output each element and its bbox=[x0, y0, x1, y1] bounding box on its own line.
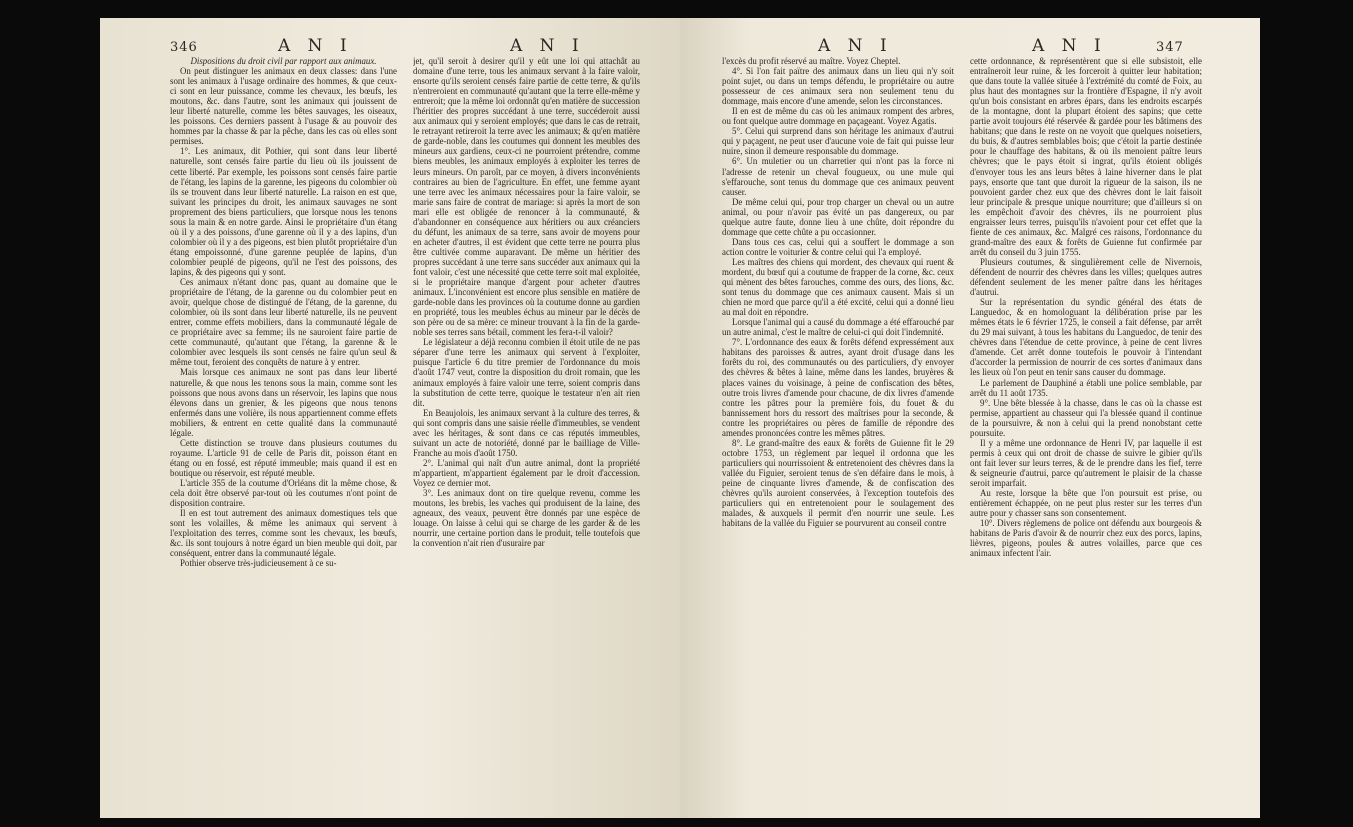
left-page bbox=[100, 18, 680, 818]
right-running-head bbox=[680, 28, 1260, 58]
paragraph: Lorsque l'animal qui a causé du dommage a été effarouché par un autre animal, c'est le maître de celui-ci qui doit l'indemnité. bbox=[722, 317, 954, 338]
paragraph: 8°. Le grand-maître des eaux & forêts de Guienne fit le 29 octobre 1753, un règlement par lequel il ordonna que les particuliers qui nourrissoient & entretenoient des chèvres dans la vallée du Figuier, seroient tenus de s'en défaire dans le mois, à peine de cinquante livres d'amende, & de confiscation des chèvres qu'ils auroient conservées, à l'exception toutefois des particuliers qui en entretenoient pour le soulagement des malades, & auxquels il permit d'en nourrir une seule. Les habitans de la vallée du Figuier se pourvurent au conseil contre bbox=[722, 437, 954, 529]
paragraph: Cette distinction se trouve dans plusieurs coutumes du royaume. L'article 91 de celle de Paris dit, poisson étant en étang ou en fossé, est réputé immeuble; mais quand il est en boutique ou réservoir, est réputé meuble. bbox=[170, 437, 397, 478]
paragraph: 2°. L'animal qui naît d'un autre animal, dont la propriété m'appartient, m'appartient également par le droit d'accession. Voyez ce dernier mot. bbox=[413, 457, 640, 488]
left-page-number: 346 bbox=[170, 40, 198, 55]
paragraph: Il y a même une ordonnance de Henri IV, par laquelle il est permis à ceux qui ont droit de chasse de suivre le gibier qu'ils ont fait lever sur leurs terres, & de le prendre dans les fief, terre & seigneurie d'autrui, parce qu'autrement le plaisir de la chasse seroit imparfait. bbox=[970, 437, 1202, 488]
paragraph: l'excès du profit réservé au maître. Voyez Cheptel. bbox=[722, 56, 901, 66]
right-page-columns bbox=[722, 56, 1202, 806]
right-column-1 bbox=[722, 56, 954, 806]
paragraph: Mais lorsque ces animaux ne sont pas dans leur liberté naturelle, & que nous les tenons sous la main, comme sont les poissons que nous avons dans un réservoir, les lapins que nous élevons dans un grenier, & les pigeons que nous tenons enfermés dans une volière, ils nous appartiennent comme effets mobiliers, & entrent en cette qualité dans la communauté légale. bbox=[170, 367, 397, 438]
paragraph: 7°. L'ordonnance des eaux & forêts défend expressément aux habitans des paroisses & autres, ayant droit d'usage dans les forêts du roi, des communautés ou des particuliers, d'y envoyer des chèvres & bêtes à laine, même dans les landes, bruyères & places vaines du voisinage, à peine de confiscation des bêtes, outre trois livres d'amende pour chacune, de dix livres d'amende contre les pâtres pour la première fois, du fouet & du bannissement hors du ressort des maîtrises pour la seconde, & contre les propriétaires ou pères de famille de répondre des amendes prononcées contre les mêmes pâtres. bbox=[722, 337, 954, 438]
paragraph: 9°. Une bête blessée à la chasse, dans le cas où la chasse est permise, appartient au chasseur qui l'a blessée quand il continue de la poursuivre, & non à celui qui la prend nonobstant cette poursuite. bbox=[970, 397, 1202, 438]
left-running-head-left: A N I bbox=[278, 36, 353, 56]
right-running-head-right: A N I bbox=[1032, 36, 1107, 56]
paragraph: On peut distinguer les animaux en deux classes: dans l'une sont les animaux à l'usage ordinaire des hommes, & que ceux-ci sont en leur puissance, comme les chevaux, les bœufs, les moutons, &c. dans l'autre, sont les animaux qui jouissent de leur liberté naturelle, comme les bêtes sauvages, les oiseaux, les poissons. Ces derniers passent à l'usage & au pouvoir des hommes par la chasse & par la pêche, dans les cas où elles sont permises. bbox=[170, 66, 397, 147]
paragraph: Le législateur a déjà reconnu combien il étoit utile de ne pas séparer d'une terre les animaux qui servent à l'exploiter, puisque l'article 6 du titre premier de l'ordonnance du mois d'août 1747 veut, contre la disposition du droit romain, que les animaux employés à faire valoir une terre, soient compris dans la substitution de cette terre, quoique le testateur n'en ait rien dit. bbox=[413, 337, 640, 408]
paragraph: Sur la représentation du syndic général des états de Languedoc, & en homologuant la délibération prise par les mêmes états le 6 février 1725, le conseil a fait défense, par arrêt du 29 mai suivant, à tous les habitans du Languedoc, de tenir des chèvres dans l'étendue de cette province, à peine de cent livres d'amende. Cet arrêt donne toutefois le pouvoir à l'intendant d'accorder la permission de nourrir de ces sortes d'animaux dans les lieux où l'on peut en tenir sans causer du dommage. bbox=[970, 297, 1202, 378]
paragraph: Pothier observe très-judicieusement à ce su- bbox=[180, 558, 337, 569]
left-column-1 bbox=[170, 56, 397, 806]
paragraph: Au reste, lorsque la bête que l'on poursuit est prise, ou entièrement échappée, on ne peut plus rester sur les terres d'un autre pour y chasser sans son consentement. bbox=[970, 488, 1202, 519]
paragraph: Le parlement de Dauphiné a établi une police semblable, par arrêt du 11 août 1735. bbox=[970, 377, 1202, 398]
paragraph: 3°. Les animaux dont on tire quelque revenu, comme les moutons, les brebis, les vaches qui produisent de la laine, des agneaux, des veaux, peuvent être donnés par une espèce de louage. On laisse à celui qui se charge de les garder & de les nourrir, une certaine portion dans le produit, telle toutefois que la convention n'ait rien d'usuraire par bbox=[413, 488, 640, 549]
right-running-head-left: A N I bbox=[818, 36, 893, 56]
left-running-head-right: A N I bbox=[510, 36, 585, 56]
paragraph: Dans tous ces cas, celui qui a souffert le dommage a son action contre le voiturier & contre celui qui l'a employé. bbox=[722, 236, 954, 257]
paragraph: 4°. Si l'on fait païtre des animaux dans un lieu qui n'y soit point sujet, ou dans un temps défendu, le propriétaire ou autre possesseur de ces animaux sera non seulement tenu du dommage, mais encore d'une amende, selon les circonstances. bbox=[722, 66, 954, 107]
right-page-number: 347 bbox=[1156, 40, 1184, 55]
paragraph: Ces animaux n'étant donc pas, quant au domaine que le propriétaire de l'étang, de la garenne ou du colombier peut en avoir, quelque chose de distingué de l'étang, de la garenne, du colombier, où ils sont dans leur liberté naturelle, ils ne peuvent entrer, comme effets mobiliers, dans la communauté légale de ce propriétaire avec sa femme; ils ne sauroient faire partie de cette communauté, qu'autant que l'étang, la garenne & le colombier avec lesquels ils sont censés ne faire qu'un seul & même tout, feroient des conquêts de nature à y entrer. bbox=[170, 277, 397, 368]
paragraph: Il en est tout autrement des animaux domestiques tels que sont les volailles, & même les animaux qui servent à l'exploitation des terres, comme sont les chevaux, les bœufs, &c. ils sont toujours à notre égard un bien meuble qui doit, par conséquent, entrer dans la communauté légale. bbox=[170, 508, 397, 559]
paragraph: De même celui qui, pour trop charger un cheval ou un autre animal, ou pour n'avoir pas évité un pas dangereux, ou par quelque autre faute, donne lieu à une chûte, doit répondre du dommage que cette chûte a pu occasionner. bbox=[722, 196, 954, 237]
right-page bbox=[680, 18, 1260, 818]
paragraph: 1°. Les animaux, dit Pothier, qui sont dans leur liberté naturelle, sont censés faire partie du lieu où ils jouissent de cette liberté. Par exemple, les poissons sont censés faire partie de l'étang, les lapins de la garenne, les pigeons du colombier où ils se trouvent dans leur liberté naturelle. La raison en est que, suivant les principes du droit, les animaux sauvages ne sont proprement des biens particuliers, que lorsque nous les tenons sous la main & en notre garde. Ainsi le propriétaire d'un étang où il y a des poissons, d'une garenne où il y a des lapins, d'un colombier où il y a des pigeons, est bien plutôt propriétaire d'un étang empoissonné, d'une garenne peuplée de lapins, d'un colombier peuplé de pigeons, qu'il ne l'est des poissons, des lapins, & des pigeons qui y sont. bbox=[170, 146, 397, 277]
paragraph: Il en est de même du cas où les animaux rompent des arbres, ou font quelque autre dommage en paçageant. Voyez Agatis. bbox=[722, 106, 954, 127]
paragraph: En Beaujolois, les animaux servant à la culture des terres, & qui sont compris dans une saisie réelle d'immeubles, se vendent avec les héritages, & sont dans ce cas réputés immeubles, suivant un acte de notoriété, donné par le bailliage de Ville-Franche au mois d'août 1750. bbox=[413, 407, 640, 458]
right-column-2 bbox=[970, 56, 1202, 806]
paragraph: Plusieurs coutumes, & singulièrement celle de Nivernois, défendent de nourrir des chèvres dans les villes; quelques autres défendent seulement de les mener paître dans les héritages d'autrui. bbox=[970, 256, 1202, 298]
paragraph: 5°. Celui qui surprend dans son héritage les animaux d'autrui qui y paçagent, ne peut user d'aucune voie de fait qui puisse leur nuire, sinon il demeure responsable du dommage. bbox=[722, 126, 954, 157]
left-column-2 bbox=[413, 56, 640, 806]
paragraph: Les maîtres des chiens qui mordent, des chevaux qui ruent & mordent, du bœuf qui a coutume de frapper de la corne, &c. ceux qui mènent des bêtes farouches, comme des ours, des lions, &c. sont tenus du dommage que ces animaux causent. Mais si un chien ne mord que parce qu'il a été excité, celui qui a donné lieu au mal doit en répondre. bbox=[722, 256, 954, 318]
left-running-head bbox=[100, 28, 680, 58]
paragraph: 10°. Divers règlemens de police ont défendu aux bourgeois & habitans de Paris d'avoir & de nourrir chez eux des porcs, lapins, lièvres, pigeons, poules & autres volailles, parce que ces animaux infectent l'air. bbox=[970, 518, 1202, 559]
book-spread bbox=[100, 18, 1260, 818]
paragraph: L'article 355 de la coutume d'Orléans dit la même chose, & cela doit être observé par-tout où les coutumes n'ont point de disposition contraire. bbox=[170, 477, 397, 509]
left-page-columns bbox=[170, 56, 640, 806]
paragraph: cette ordonnance, & représentèrent que si elle subsistoit, elle entraîneroit leur ruine, & les forceroit à quitter leur habitation; que dans toute la vallée située à l'extrémité du comté de Foix, au plus haut des montagnes sur la frontière d'Espagne, il n'y avoit qu'un bois consistant en arbres épars, dans les endroits escarpés de la montagne, dont la plupart étoient des sapins; que cette partie avoit toujours été réservée & gardée pour les bâtimens des habitans; que dans le reste on ne voyoit que quelques noisetiers, du buis, & d'autres semblables bois; que c'étoit la partie destinée pour le chauffage des habitans, & où ils menoient paître leurs chèvres; que le pays étoit si ingrat, qu'ils étoient obligés d'envoyer tous les ans leurs bêtes à laine hiverner dans le plat pays, ensorte que tant que duroit la rigueur de la saison, ils ne pouvoient garder chez eux que des chèvres dont le lait faisoit leur principale & presque unique nourriture; que d'ailleurs si on les empêchoit d'avoir des chèvres, ils ne pourroient plus engraisser leurs terres, puisqu'ils n'avoient pour cet effet que la fiente de ces animaux, &c. Malgré ces raisons, l'ordonnance du grand-maître des eaux & forêts de Guienne fut confirmée par arrêt du conseil du 3 juin 1755. bbox=[970, 56, 1202, 257]
section-heading: Dispositions du droit civil par rapport aux animaux. bbox=[190, 56, 377, 66]
paragraph: jet, qu'il seroit à desirer qu'il y eût une loi qui attachât au domaine d'une terre, tous les animaux servant à la faire valoir, ensorte qu'ils seroient censés faire partie de cette terre, & qu'ils n'entreroient en communauté qu'autant que la terre elle-même y entreroit; que la même loi ordonnât qu'en matière de succession l'héritier des propres succédant à une terre, succéderoit aussi aux animaux qui y seroient employés; que dans le cas de retrait, le retrayant retireroit la terre avec les animaux; & qu'en matière de garde-noble, dans les coutumes qui donnent les meubles des mineurs aux gardiens, ceux-ci ne pourroient prétendre, comme biens meubles, les animaux employés à exploiter les terres de leurs mineurs. On paroît, par ce moyen, à divers inconvénients contraires au bien de l'agriculture. En effet, une femme ayant une terre avec les animaux nécessaires pour la faire valoir, se marie sans faire de contrat de mariage: si après la mort de son mari elle est obligée de renoncer à la communauté, & d'abandonner en conséquence aux héritiers ou aux créanciers du défunt, les animaux de sa terre, sans avoir de moyens pour en acheter d'autres, il est évident que cette terre ne pourra plus être cultivée comme auparavant. De même un héritier des propres succédant à une terre sans succéder aux animaux qui la font valoir, c'est une nécessité que cette terre soit mal exploitée, si le propriétaire manque d'argent pour acheter d'autres animaux. L'inconvénient est encore plus sensible en matière de garde-noble dans les provinces où la coutume donne au gardien en propriété, tous les meubles échus au mineur par le décès de son père ou de sa mère: ce mineur trouvant à la fin de la garde-noble ses terres sans bétail, comment les fera-t-il valoir? bbox=[413, 56, 640, 338]
paragraph: 6°. Un muletier ou un charretier qui n'ont pas la force ni l'adresse de retenir un cheval fougueux, ou une mule qui s'effarouche, sont tenus du dommage que ces animaux peuvent causer. bbox=[722, 156, 954, 197]
